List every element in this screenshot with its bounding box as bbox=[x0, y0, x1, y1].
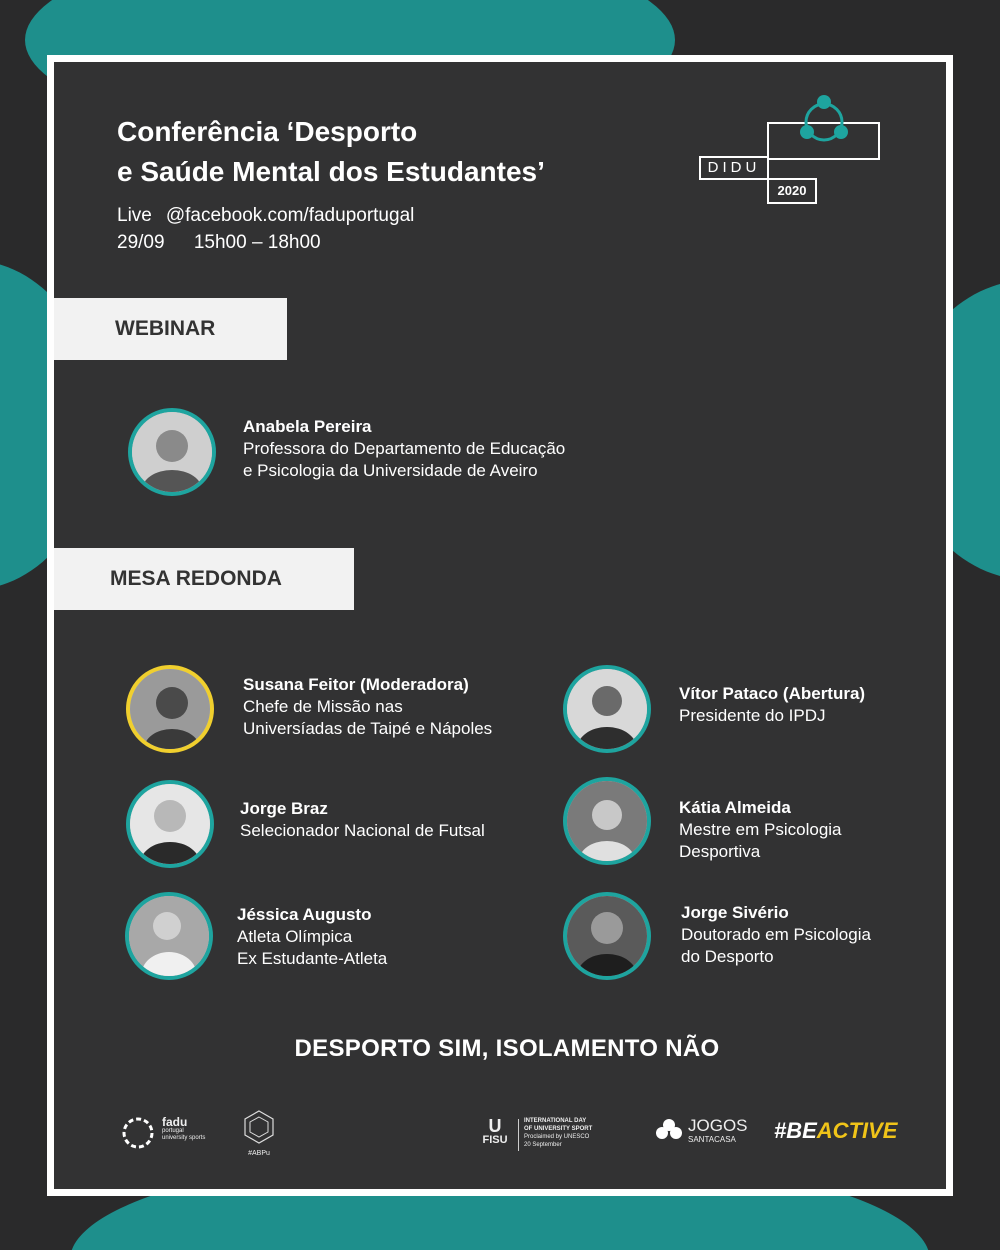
person-role-line-1: Presidente do IPDJ bbox=[679, 706, 826, 725]
avatar-katia-almeida bbox=[563, 777, 651, 865]
speaker-role-line-1: Professora do Departamento de Educação bbox=[243, 439, 566, 458]
event-date: 29/09 bbox=[117, 232, 165, 253]
slogan-part-4: NÃO bbox=[665, 1035, 720, 1062]
person-role-line-1: Mestre em Psicologia bbox=[679, 820, 842, 839]
slogan-part-1: DESPORTO bbox=[294, 1035, 439, 1062]
person-photo-icon bbox=[567, 896, 647, 976]
person-role-line-1: Atleta Olímpica bbox=[237, 927, 353, 946]
fadu-sub-1: portugal bbox=[162, 1128, 184, 1134]
person-name: Susana Feitor (Moderadora) bbox=[243, 675, 469, 694]
webinar-speaker bbox=[243, 416, 565, 482]
avatar-jorge-siverio bbox=[563, 892, 651, 980]
webinar-label: WEBINAR bbox=[115, 317, 216, 340]
didu-logo-left-box: DIDU bbox=[699, 156, 769, 180]
person-photo-icon bbox=[130, 669, 210, 749]
speaker-name: Anabela Pereira bbox=[243, 417, 372, 436]
person-role-line-2: Desportiva bbox=[679, 842, 761, 861]
network-circle-icon bbox=[794, 90, 854, 150]
person-vitor-pataco bbox=[679, 683, 865, 727]
person-photo-icon bbox=[567, 781, 647, 861]
conference-title bbox=[117, 112, 545, 192]
person-susana-feitor bbox=[243, 674, 492, 740]
avatar-jessica-augusto bbox=[125, 892, 213, 980]
person-jorge-siverio bbox=[681, 902, 871, 968]
fisu-u-icon: U bbox=[488, 1116, 502, 1136]
fisu-divider bbox=[518, 1119, 519, 1151]
person-role-line-1: Chefe de Missão nas bbox=[243, 697, 403, 716]
title-line-2: e Saúde Mental dos Estudantes’ bbox=[117, 156, 545, 187]
slogan bbox=[54, 1035, 953, 1063]
facebook-link[interactable]: @facebook.com/faduportugal bbox=[165, 205, 415, 226]
santacasa-text: SANTACASA bbox=[688, 1135, 736, 1144]
mesa-redonda-tab bbox=[47, 548, 354, 610]
fisu-line-2: OF UNIVERSITY SPORT bbox=[524, 1126, 593, 1132]
poster-frame bbox=[47, 55, 953, 1196]
fadu-logo bbox=[120, 1115, 220, 1155]
avatar-anabela-pereira bbox=[128, 408, 216, 496]
mesa-redonda-label: MESA REDONDA bbox=[110, 567, 282, 590]
person-name: Vítor Pataco (Abertura) bbox=[679, 684, 866, 703]
avatar-vitor-pataco bbox=[563, 665, 651, 753]
didu-logo-year-box: 2020 bbox=[767, 178, 817, 204]
slogan-part-3: , ISOLAMENTO bbox=[481, 1035, 666, 1062]
person-name: Jéssica Augusto bbox=[237, 905, 372, 924]
jogos-santacasa-logo bbox=[654, 1117, 754, 1153]
person-photo-icon bbox=[129, 896, 209, 976]
fisu-line-4: 20 September bbox=[524, 1142, 562, 1148]
beactive-logo bbox=[774, 1119, 897, 1143]
person-name: Jorge Sivério bbox=[681, 903, 789, 922]
abepu-text: #ABPu bbox=[248, 1150, 270, 1157]
avatar-jorge-braz bbox=[126, 780, 214, 868]
person-role-line-2: Universíadas de Taipé e Nápoles bbox=[243, 719, 493, 738]
slogan-part-2: SIM bbox=[438, 1035, 482, 1062]
person-photo-icon bbox=[567, 669, 647, 749]
fisu-name: FISU bbox=[482, 1134, 508, 1146]
avatar-susana-feitor bbox=[126, 665, 214, 753]
person-jorge-braz bbox=[240, 798, 485, 842]
fisu-line-3: Proclaimed by UNESCO bbox=[524, 1134, 590, 1140]
webinar-tab bbox=[47, 298, 287, 360]
title-line-1: Conferência ‘Desporto bbox=[117, 116, 418, 147]
event-info bbox=[117, 202, 428, 256]
live-label: Live bbox=[117, 205, 152, 226]
beactive-hash: #BE bbox=[774, 1118, 817, 1143]
event-time: 15h00 – 18h00 bbox=[193, 232, 321, 253]
fadu-sub-2: university sports bbox=[162, 1135, 206, 1141]
fisu-logo bbox=[477, 1117, 617, 1157]
didu-2020-logo bbox=[699, 90, 889, 210]
person-role-line-2: do Desporto bbox=[681, 947, 774, 966]
person-photo-icon bbox=[130, 784, 210, 864]
person-jessica-augusto bbox=[237, 904, 387, 970]
person-role-line-2: Ex Estudante-Atleta bbox=[237, 949, 388, 968]
clover-icon bbox=[654, 1117, 684, 1147]
person-name: Jorge Braz bbox=[240, 799, 328, 818]
fisu-line-1: INTERNATIONAL DAY bbox=[524, 1118, 587, 1124]
person-role-line-1: Selecionador Nacional de Futsal bbox=[240, 821, 485, 840]
polygon-emblem-icon bbox=[241, 1109, 277, 1145]
beactive-word: ACTIVE bbox=[816, 1118, 898, 1143]
person-photo-icon bbox=[132, 412, 212, 492]
fadu-name: fadu bbox=[162, 1115, 188, 1129]
person-name: Kátia Almeida bbox=[679, 798, 791, 817]
person-katia-almeida bbox=[679, 797, 842, 863]
partner-logos bbox=[54, 1107, 953, 1167]
fadu-emblem-icon bbox=[120, 1115, 156, 1151]
person-role-line-1: Doutorado em Psicologia bbox=[681, 925, 871, 944]
jogos-text: JOGOS bbox=[688, 1116, 748, 1135]
abepu-logo bbox=[239, 1109, 279, 1159]
speaker-role-line-2: e Psicologia da Universidade de Aveiro bbox=[243, 461, 538, 480]
